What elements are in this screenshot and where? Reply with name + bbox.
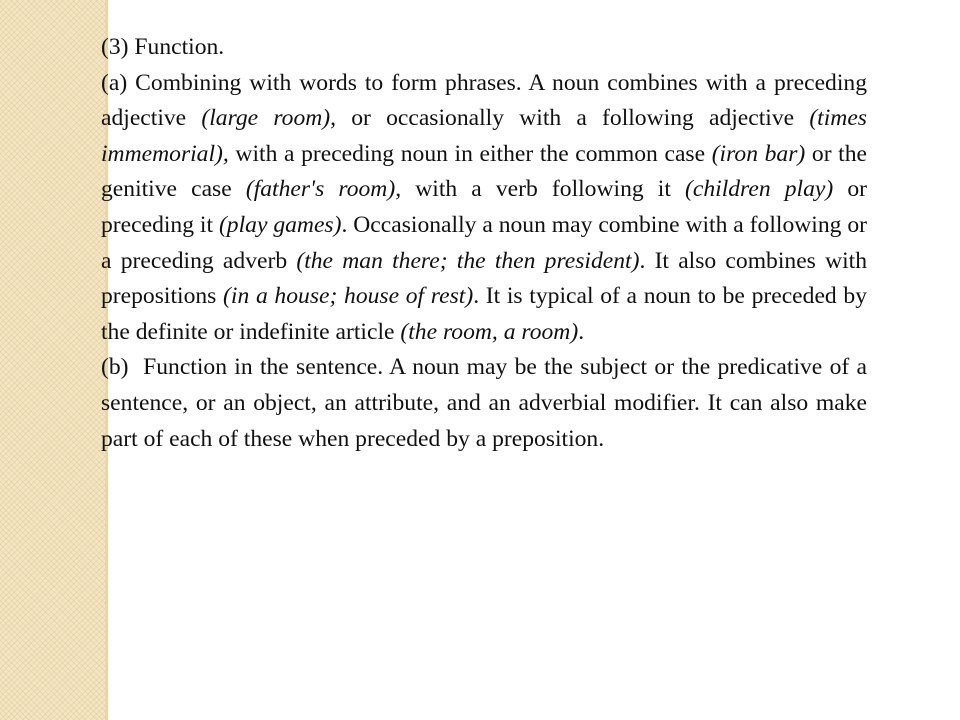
example-phrase: (children play) <box>685 176 834 203</box>
text-run: with a preceding noun in either the common case <box>228 140 712 167</box>
text-run: (b) Function in the sentence. A noun may be the subject or the predicative of a sentence, or an object, an attribute, and an adverbial modifier. It can also make part of each of these when preceded by a preposition. <box>101 354 867 452</box>
text-run: . It is typical of a noun to be preceded by the definite or indefinite article <box>101 283 868 345</box>
example-phrase: (times immemorial), <box>101 105 867 167</box>
text-run: . It also combines with prepositions <box>101 247 868 310</box>
text-run: . <box>578 318 585 345</box>
section-heading: (3) Function. <box>101 34 225 60</box>
text-run: with a verb following it <box>401 176 686 203</box>
example-phrase: (large room), <box>201 105 337 132</box>
text-run: (a) Combining with words to form phrases. A noun combines with a preceding adjective <box>101 69 867 132</box>
example-phrase: (play games) <box>218 211 342 238</box>
text-run: or the genitive case <box>101 140 868 203</box>
text-run: . Occasionally a noun may combine with a following or a preceding adverb <box>101 211 867 274</box>
text-run: or occasionally with a following adjective <box>336 105 810 132</box>
example-phrase: (the room, a room) <box>400 318 579 345</box>
example-phrase: (the man there; the then president) <box>296 247 640 274</box>
example-phrase: (iron bar) <box>711 140 806 167</box>
example-phrase: (in a house; house of rest) <box>223 283 474 310</box>
text-run: or preceding it <box>101 176 867 238</box>
example-phrase: (father's room), <box>245 176 402 203</box>
paragraph-a <box>101 66 867 351</box>
paragraph-b <box>101 350 867 457</box>
decorative-side-stripe <box>0 0 108 720</box>
text-body <box>101 30 867 457</box>
